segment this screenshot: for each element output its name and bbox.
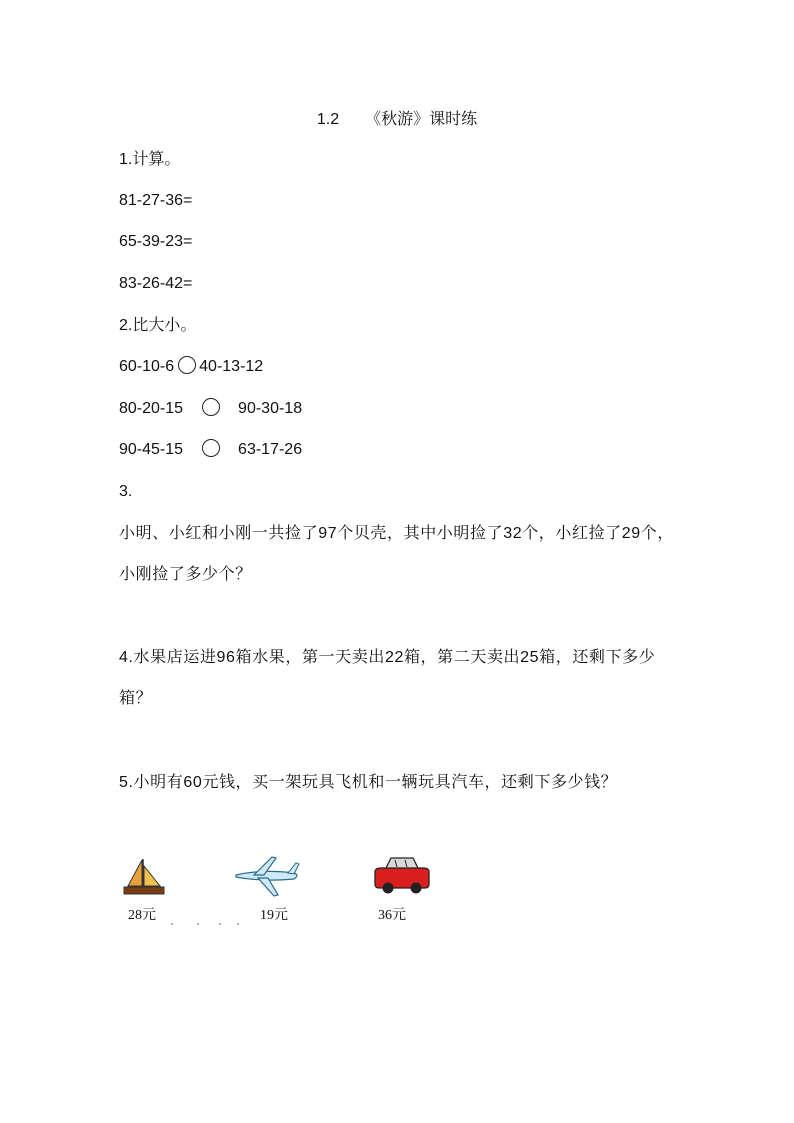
q2-row-3 <box>119 439 302 461</box>
q2-row-3-right: 63-17-26 <box>238 441 303 458</box>
q1-item-1: 81-27-36= <box>119 192 193 209</box>
sailboat-icon <box>122 858 166 901</box>
q5-text: 5.小明有60元钱，买一架玩具飞机和一辆玩具汽车，还剩下多少钱？ <box>119 774 618 791</box>
q3-number: 3. <box>119 483 133 500</box>
q2-row-1 <box>119 356 263 378</box>
lesson-number: 1.2 <box>316 111 340 128</box>
sailboat-price: 28元 <box>128 908 156 923</box>
worksheet-title <box>0 106 794 129</box>
faint-dots <box>168 922 258 926</box>
airplane-icon <box>232 855 302 904</box>
lesson-title: 《秋游》课时练 <box>365 111 478 128</box>
q1-heading: 1.计算。 <box>119 151 181 168</box>
q2-row-1-left: 60-10-6 <box>119 358 175 375</box>
q2-row-2 <box>119 398 302 420</box>
q2-row-2-left: 80-20-15 <box>119 400 184 417</box>
q3-text: 小明、小红和小刚一共捡了97个贝壳，其中小明捡了32个，小红捡了29个，小刚捡了多少个？ <box>119 525 674 583</box>
q2-row-2-right: 90-30-18 <box>238 400 303 417</box>
q1-item-2: 65-39-23= <box>119 233 193 250</box>
q1-item-3: 83-26-42= <box>119 275 193 292</box>
compare-circle[interactable] <box>178 356 196 374</box>
compare-circle[interactable] <box>202 439 220 457</box>
airplane-price: 19元 <box>260 908 288 923</box>
q2-heading: 2.比大小。 <box>119 317 197 334</box>
q2-row-3-left: 90-45-15 <box>119 441 184 458</box>
q4-text: 4.水果店运进96箱水果，第一天卖出22箱，第二天卖出25箱，还剩下多少箱？ <box>119 649 656 707</box>
compare-circle[interactable] <box>202 398 220 416</box>
q2-row-1-right: 40-13-12 <box>199 358 264 375</box>
car-price: 36元 <box>378 908 406 923</box>
car-icon <box>373 854 431 901</box>
